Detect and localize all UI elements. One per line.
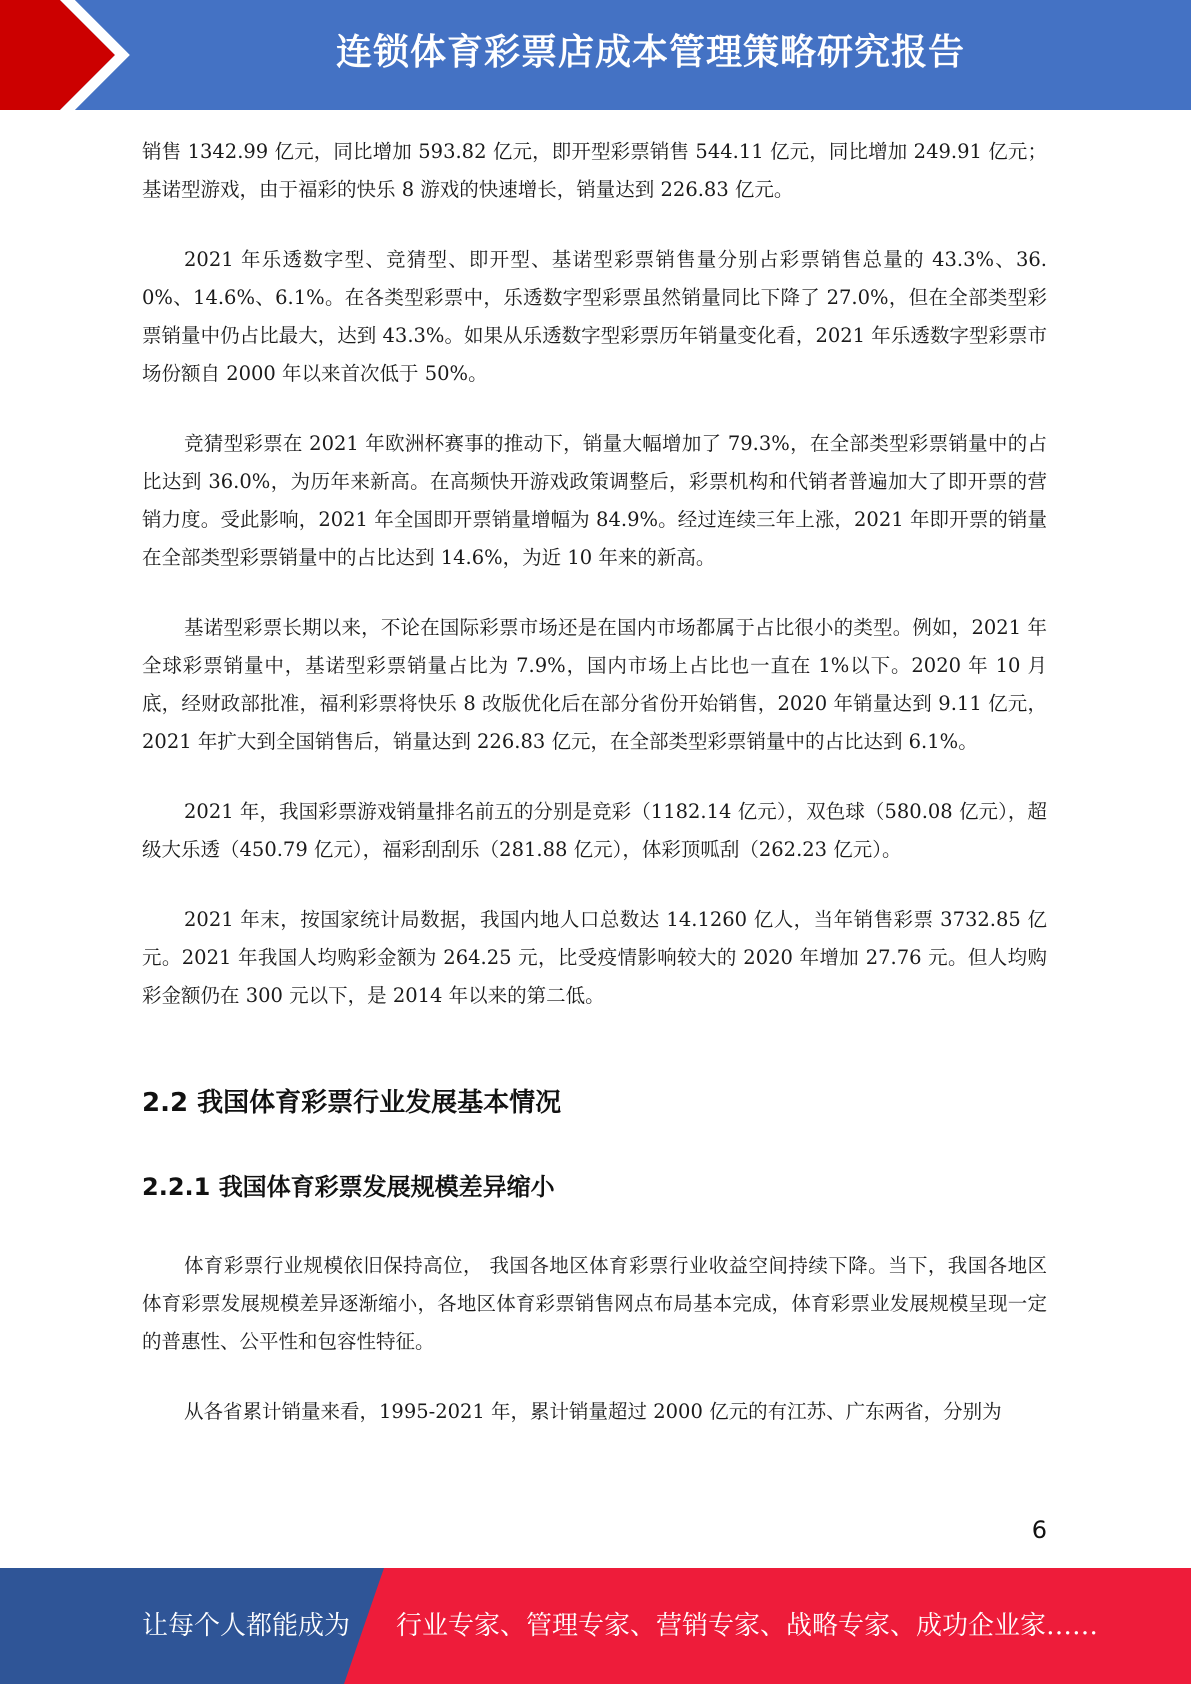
section-heading-2-2-1: 2.2.1 我国体育彩票发展规模差异缩小 [142, 1173, 555, 1201]
paragraph-provincial-sales: 从各省累计销量来看，1995-2021 年，累计销量超过 2000 亿元的有江苏、广东两省，分别为 [184, 1400, 1002, 1423]
page-number: 6 [1031, 1516, 1047, 1544]
paragraph-top-five-games: 2021 年，我国彩票游戏销量排名前五的分别是竞彩（1182.14 亿元），双色球（580.08 亿元），超级大乐透（450.79 亿元），福彩刮刮乐（281.88 亿元），体彩顶呱刮（262.23 亿元）。 [142, 800, 1047, 861]
footer-slogan-left: 让每个人都能成为 [142, 1611, 351, 1641]
page-header [0, 0, 1191, 110]
header-arrow-graphic [0, 0, 150, 110]
paragraph-per-capita: 2021 年末，按国家统计局数据，我国内地人口总数达 14.1260 亿人，当年销售彩票 3732.85 亿元。2021 年我国人均购彩金额为 264.25 元，比受疫情影响较大的 2020 年增加 27.76 元。但人均购彩金额仍在 300 元以下，是 2014 年以来的第二低。 [142, 908, 1047, 1007]
paragraph-sales-summary: 销售 1342.99 亿元，同比增加 593.82 亿元，即开型彩票销售 544.11 亿元，同比增加 249.91 亿元；基诺型游戏，由于福彩的快乐 8 游戏的快速增长，销量达到 226.83 亿元。 [142, 140, 1047, 201]
page-footer [0, 1568, 1191, 1684]
paragraph-scale-difference: 体育彩票行业规模依旧保持高位， 我国各地区体育彩票行业收益空间持续下降。当下，我国各地区体育彩票发展规模差异逐渐缩小，各地区体育彩票销售网点布局基本完成，体育彩票业发展规模呈现一定的普惠性、公平性和包容性特征。 [142, 1254, 1047, 1353]
paragraph-quiz-lottery: 竞猜型彩票在 2021 年欧洲杯赛事的推动下，销量大幅增加了 79.3%，在全部类型彩票销量中的占比达到 36.0%，为历年来新高。在高频快开游戏政策调整后，彩票机构和代销者普遍加大了即开票的营销力度。受此影响，2021 年全国即开票销量增幅为 84.9%。经过连续三年上涨，2021 年即开票的销量在全部类型彩票销量中的占比达到 14.6%，为近 10 年来的新高。 [142, 432, 1047, 569]
document-body [142, 133, 1047, 1463]
report-title: 连锁体育彩票店成本管理策略研究报告 [335, 32, 965, 73]
paragraph-keno-lottery: 基诺型彩票长期以来，不论在国际彩票市场还是在国内市场都属于占比很小的类型。例如，2021 年全球彩票销量中，基诺型彩票销量占比为 7.9%，国内市场上占比也一直在 1%以下。2020 年 10 月底，经财政部批准，福利彩票将快乐 8 改版优化后在部分省份开始销售，2020 年销量达到 9.11 亿元，2021 年扩大到全国销售后，销量达到 226.83 亿元，在全部类型彩票销量中的占比达到 6.1%。 [142, 616, 1047, 753]
section-heading-2-2: 2.2 我国体育彩票行业发展基本情况 [142, 1088, 562, 1118]
footer-slogan-right: 行业专家、管理专家、营销专家、战略专家、成功企业家…… [396, 1611, 1099, 1641]
paragraph-category-share: 2021 年乐透数字型、竞猜型、即开型、基诺型彩票销售量分别占彩票销售总量的 43.3%、36.0%、14.6%、6.1%。在各类型彩票中，乐透数字型彩票虽然销量同比下降了 27.0%，但在全部类型彩票销量中仍占比最大，达到 43.3%。如果从乐透数字型彩票历年销量变化看，2021 年乐透数字型彩票市场份额自 2000 年以来首次低于 50%。 [142, 248, 1047, 385]
